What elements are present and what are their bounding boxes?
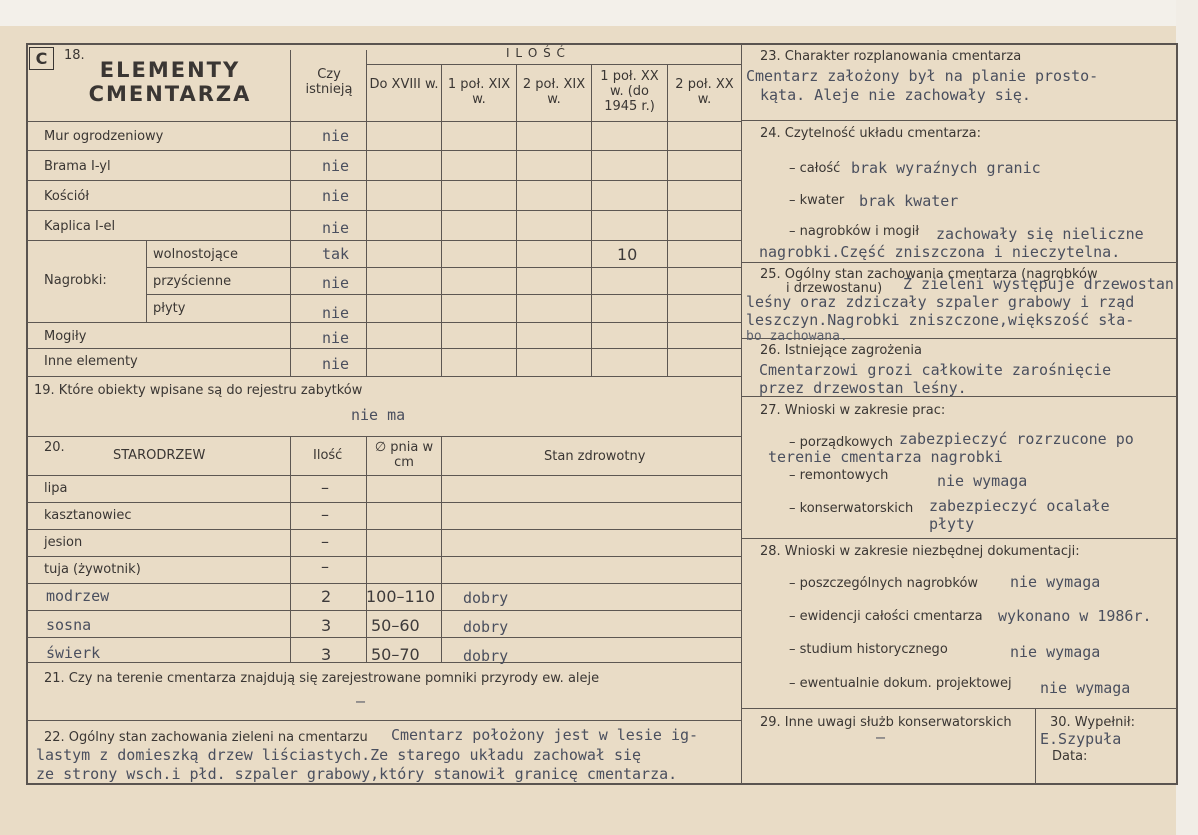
s24-whole-label: – całość [789, 161, 841, 176]
section-18-number: 18. [64, 48, 85, 63]
s20-title: STARODRZEW [113, 448, 206, 463]
s30-value: E.Szypuła [1040, 730, 1122, 748]
rule [27, 637, 741, 638]
s22-line-2: lastym z domieszką drzew liściastych.Ze starego układu zachował się [36, 746, 642, 764]
s30-date-label: Data: [1052, 749, 1088, 764]
s22-label: 22. Ogólny stan zachowania zieleni na cmentarzu [44, 730, 368, 745]
tree-count: – [321, 532, 329, 551]
tree-health: dobry [463, 618, 509, 636]
s22-line-3: ze strony wsch.i płd. szpaler grabowy,który stanowił granicę cmentarza. [36, 765, 678, 783]
period-header-3: 2 poł. XIX w. [522, 77, 586, 107]
page-edge-right [1176, 0, 1198, 835]
s28-label: 28. Wnioski w zakresie niezbędnej dokumentacji: [760, 544, 1080, 559]
s24-graves-value: zachowały się nieliczne [936, 225, 1144, 243]
section-letter: C [29, 47, 54, 70]
s28-item-label: – ewidencji całości cmentarza [789, 609, 983, 624]
ilosc-header: I L O Ś Ć [506, 46, 566, 60]
tree-name: kasztanowiec [44, 508, 132, 523]
element-label: płyty [153, 301, 186, 316]
s29-label: 29. Inne uwagi służb konserwatorskich [760, 715, 1012, 730]
element-label: Inne elementy [44, 354, 138, 369]
rule [27, 436, 741, 437]
s27-order-value: zabezpieczyć rozrzucone po [899, 430, 1134, 448]
element-exists: nie [322, 355, 350, 373]
rule [741, 120, 1177, 121]
s27-order-value-2: terenie cmentarza nagrobki [768, 448, 1003, 466]
divider-tree-diam [366, 436, 367, 662]
s25-label-1: 25. Ogólny stan zachowania cmentarza (nagrobków [760, 267, 1098, 282]
s27-conserv-value-2: płyty [929, 515, 975, 533]
s24-whole-value: brak wyraźnych granic [851, 159, 1041, 177]
s28-item-label: – poszczególnych nagrobków [789, 576, 979, 591]
tree-name: świerk [46, 644, 101, 662]
title [60, 58, 280, 106]
divider-main [741, 44, 742, 784]
s28-item-label: – studium historycznego [789, 642, 948, 657]
s26-label: 26. Istniejące zagrożenia [760, 343, 922, 358]
period-header-2: 1 poł. XIX w. [447, 77, 511, 107]
element-count: 10 [617, 245, 638, 264]
period-header-5: 2 poł. XX w. [675, 77, 734, 107]
s19-value: nie ma [351, 406, 406, 424]
tree-name: jesion [44, 535, 83, 550]
s28-item-value: nie wymaga [1010, 643, 1101, 661]
element-exists: nie [322, 329, 350, 347]
s20-col-health: Stan zdrowotny [544, 449, 646, 464]
element-label: przyścienne [153, 274, 232, 289]
tree-diam: 50–60 [371, 616, 420, 635]
rule [27, 475, 741, 476]
s25-line-1: Z zieleni występuje drzewostan [903, 275, 1174, 293]
s30-label: 30. Wypełnił: [1050, 715, 1135, 730]
s27-label: 27. Wnioski w zakresie prac: [760, 403, 946, 418]
element-exists: nie [322, 187, 350, 205]
rule [27, 240, 741, 241]
s21-value: – [356, 692, 366, 710]
tree-count: 2 [321, 587, 332, 606]
tree-count: 3 [321, 645, 332, 664]
tree-name: sosna [46, 616, 92, 634]
s20-col-count: Ilość [313, 448, 343, 463]
rule [27, 610, 741, 611]
nagrobki-label: Nagrobki: [44, 273, 107, 288]
divider-tree-health [441, 436, 442, 662]
rule [27, 376, 741, 377]
s27-renov-value: nie wymaga [937, 472, 1028, 490]
rule [27, 210, 741, 211]
divider-p2 [441, 64, 442, 376]
s27-conserv-value: zabezpieczyć ocalałe [929, 497, 1110, 515]
title-line-1: ELEMENTY [99, 58, 241, 82]
rule [27, 556, 741, 557]
s24-graves-value-2: nagrobki.Część zniszczona i nieczytelna. [759, 243, 1121, 261]
s27-renov-label: – remontowych [789, 468, 889, 483]
divider-p3 [516, 64, 517, 376]
divider-p4 [591, 64, 592, 376]
tree-count: – [321, 557, 329, 576]
rule-ilosc [366, 64, 741, 65]
rule [741, 262, 1177, 263]
rule [27, 529, 741, 530]
tree-count: – [321, 505, 329, 524]
rule [146, 267, 741, 268]
divider-p1 [366, 50, 367, 376]
rule [27, 720, 741, 721]
tree-health: dobry [463, 589, 509, 607]
s25-label-2: i drzewostanu) [786, 281, 883, 296]
s26-line-2: przez drzewostan leśny. [759, 379, 967, 397]
element-exists: nie [322, 274, 350, 292]
divider-exists [290, 50, 291, 376]
s28-item-value: nie wymaga [1010, 573, 1101, 591]
element-exists: nie [322, 219, 350, 237]
rule [27, 150, 741, 151]
rule [741, 708, 1177, 709]
s24-quarters-label: – kwater [789, 193, 845, 208]
divider-tree-count [290, 436, 291, 662]
s23-label: 23. Charakter rozplanowania cmentarza [760, 49, 1022, 64]
element-label: Kościół [44, 189, 90, 204]
col-exists-header: Czy istnieją [305, 67, 353, 97]
s28-item-value: nie wymaga [1040, 679, 1131, 697]
s20-col-diam: ∅ pnia w cm [374, 440, 434, 470]
element-label: Mur ogrodzeniowy [44, 129, 164, 144]
rule [741, 538, 1177, 539]
s25-line-2: leśny oraz zdziczały szpaler grabowy i rząd [746, 293, 1135, 311]
s23-line-1: Cmentarz założony był na planie prosto- [746, 67, 1099, 85]
rule [27, 322, 741, 323]
tree-health: dobry [463, 647, 509, 665]
s19-label: 19. Które obiekty wpisane są do rejestru zabytków [34, 383, 363, 398]
s28-item-label: – ewentualnie dokum. projektowej [789, 676, 1012, 691]
s23-line-2: kąta. Aleje nie zachowały się. [760, 86, 1031, 104]
s24-quarters-value: brak kwater [859, 192, 959, 210]
rule [146, 294, 741, 295]
s28-item-value: wykonano w 1986r. [998, 607, 1152, 625]
element-exists: nie [322, 157, 350, 175]
element-label: Mogiły [44, 329, 87, 344]
divider-s29-s30 [1035, 708, 1036, 784]
tree-count: 3 [321, 616, 332, 635]
element-exists: tak [322, 245, 350, 263]
tree-count: – [321, 478, 329, 497]
tree-diam: 50–70 [371, 645, 420, 664]
period-header-1: Do XVIII w. [369, 77, 439, 92]
s22-line-1: Cmentarz położony jest w lesie ig- [391, 726, 699, 744]
tree-name: tuja (żywotnik) [44, 562, 141, 577]
element-exists: nie [322, 304, 350, 322]
divider-p5 [667, 64, 668, 376]
rule [27, 348, 741, 349]
s21-label: 21. Czy na terenie cmentarza znajdują się zarejestrowane pomniki przyrody ew. aleje [44, 671, 600, 686]
tree-name: lipa [44, 481, 68, 496]
s24-graves-label: – nagrobków i mogił [789, 224, 920, 239]
s29-value: – [876, 728, 886, 746]
s26-line-1: Cmentarzowi grozi całkowite zarośnięcie [759, 361, 1112, 379]
element-exists: nie [322, 127, 350, 145]
element-label: wolnostojące [153, 247, 238, 262]
s25-line-4: bo zachowana. [746, 329, 848, 344]
page-edge [0, 0, 1198, 26]
rule-header [27, 121, 741, 122]
tree-name: modrzew [46, 587, 110, 605]
element-label: Brama I-yl [44, 159, 111, 174]
element-label: Kaplica I-el [44, 219, 116, 234]
s27-conserv-label: – konserwatorskich [789, 501, 914, 516]
s27-order-label: – porządkowych [789, 435, 893, 450]
s25-line-3: leszczyn.Nagrobki zniszczone,większość sła- [746, 311, 1135, 329]
rule [27, 180, 741, 181]
period-header-4: 1 poł. XX w. (do 1945 r.) [600, 69, 659, 114]
divider-nagrobki [146, 240, 147, 322]
title-line-2: CMENTARZA [88, 82, 252, 107]
s24-label: 24. Czytelność układu cmentarza: [760, 126, 982, 141]
rule [27, 583, 741, 584]
rule [27, 502, 741, 503]
s20-number: 20. [44, 440, 65, 455]
tree-diam: 100–110 [366, 587, 436, 606]
